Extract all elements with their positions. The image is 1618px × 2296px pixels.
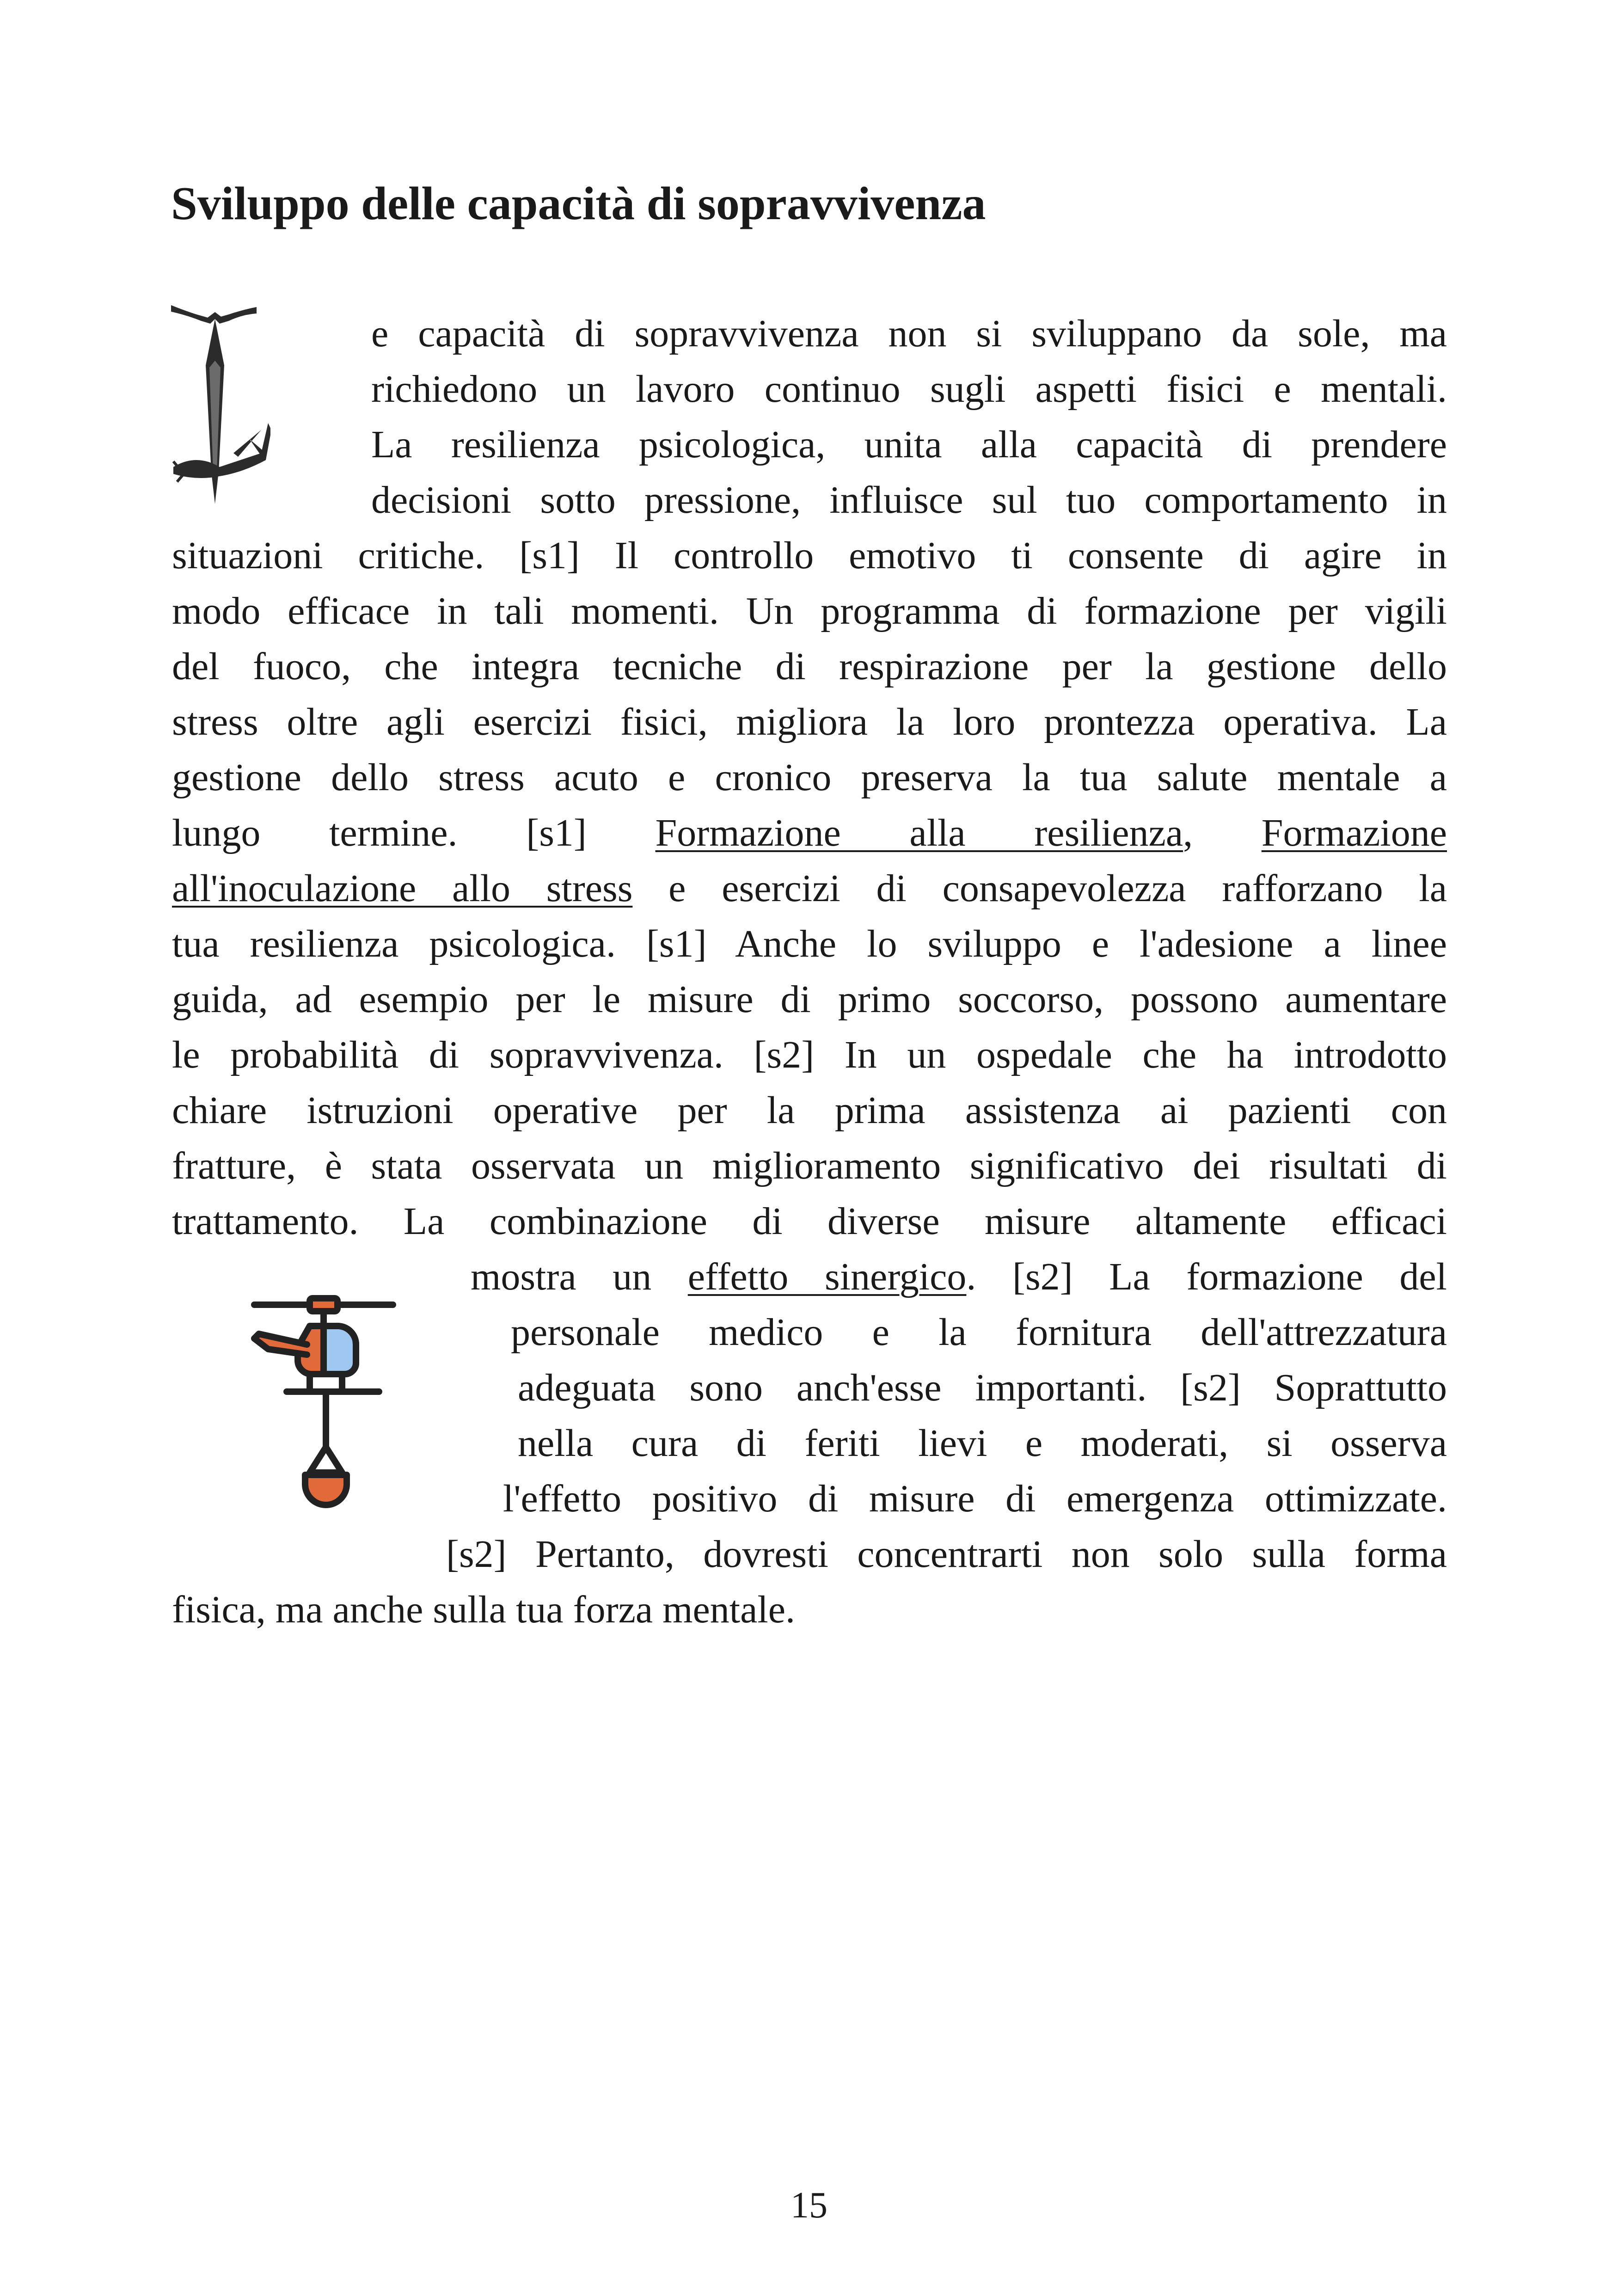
text-line: [s2] Pertanto, dovresti concentrarti non solo sulla forma (446, 1533, 1447, 1576)
text-line: guida, ad esempio per le misure di primo soccorso, possono aumentare (172, 978, 1447, 1021)
text-line: del fuoco, che integra tecniche di respirazione per la gestione dello (172, 645, 1447, 688)
helicopter-rescue-icon (240, 1295, 407, 1526)
page-number: 15 (791, 2185, 827, 2226)
text-line: chiare istruzioni operative per la prima assistenza ai pazienti con (172, 1089, 1447, 1132)
text-line: trattamento. La combinazione di diverse misure altamente efficaci (172, 1200, 1447, 1243)
text-line: e capacità di sopravvivenza non si sviluppano da sole, ma (371, 312, 1447, 355)
text-line: l'effetto positivo di misure di emergenza ottimizzate. (503, 1477, 1447, 1520)
text-line: stress oltre agli esercizi fisici, migliora la loro prontezza operativa. La (172, 700, 1447, 743)
link-formazione-inoculazione-part2[interactable]: all'inoculazione allo stress (172, 867, 633, 910)
text-line: tua resilienza psicologica. [s1] Anche lo sviluppo e l'adesione a linee (172, 922, 1447, 965)
text-segment: lungo termine. [s1] (172, 811, 656, 854)
link-effetto-sinergico[interactable]: effetto sinergico (687, 1255, 967, 1298)
text-line (172, 869, 1447, 908)
text-line: gestione dello stress acuto e cronico preserva la tua salute mentale a (172, 756, 1447, 799)
text-line: richiedono un lavoro continuo sugli aspetti fisici e mentali. (371, 368, 1447, 411)
text-line: adeguata sono anch'esse importanti. [s2] Soprattutto (518, 1366, 1447, 1409)
text-line: le probabilità di sopravvivenza. [s2] In un ospedale che ha introdotto (172, 1033, 1447, 1076)
text-line (471, 1255, 1447, 1298)
text-segment: . [s2] La formazione del (966, 1255, 1447, 1298)
link-formazione-resilienza[interactable]: Formazione alla resilienza (655, 811, 1183, 854)
text-line: fisica, ma anche sulla tua forza mentale. (172, 1588, 796, 1631)
text-line: nella cura di feriti lievi e moderati, si osserva (518, 1422, 1447, 1465)
text-segment: , (1183, 811, 1262, 854)
text-segment: e esercizi di consapevolezza rafforzano la (632, 867, 1447, 910)
text-line: decisioni sotto pressione, influisce sul tuo comportamento in (371, 479, 1447, 522)
text-line: situazioni critiche. [s1] Il controllo emotivo ti consente di agire in (172, 534, 1447, 577)
text-segment: mostra un (471, 1255, 688, 1298)
text-line: modo efficace in tali momenti. Un programma di formazione per vigili (172, 589, 1447, 632)
text-line: personale medico e la fornitura dell'attrezzatura (511, 1311, 1447, 1354)
text-line: fratture, è stata osservata un miglioramento significativo dei risultati di (172, 1144, 1447, 1187)
link-formazione-inoculazione-part1[interactable]: Formazione (1261, 811, 1447, 854)
text-line (172, 811, 1447, 854)
decorative-initial-L-icon (169, 301, 270, 513)
section-title: Sviluppo delle capacità di sopravvivenza (171, 178, 986, 230)
text-line: La resilienza psicologica, unita alla capacità di prendere (371, 423, 1447, 466)
